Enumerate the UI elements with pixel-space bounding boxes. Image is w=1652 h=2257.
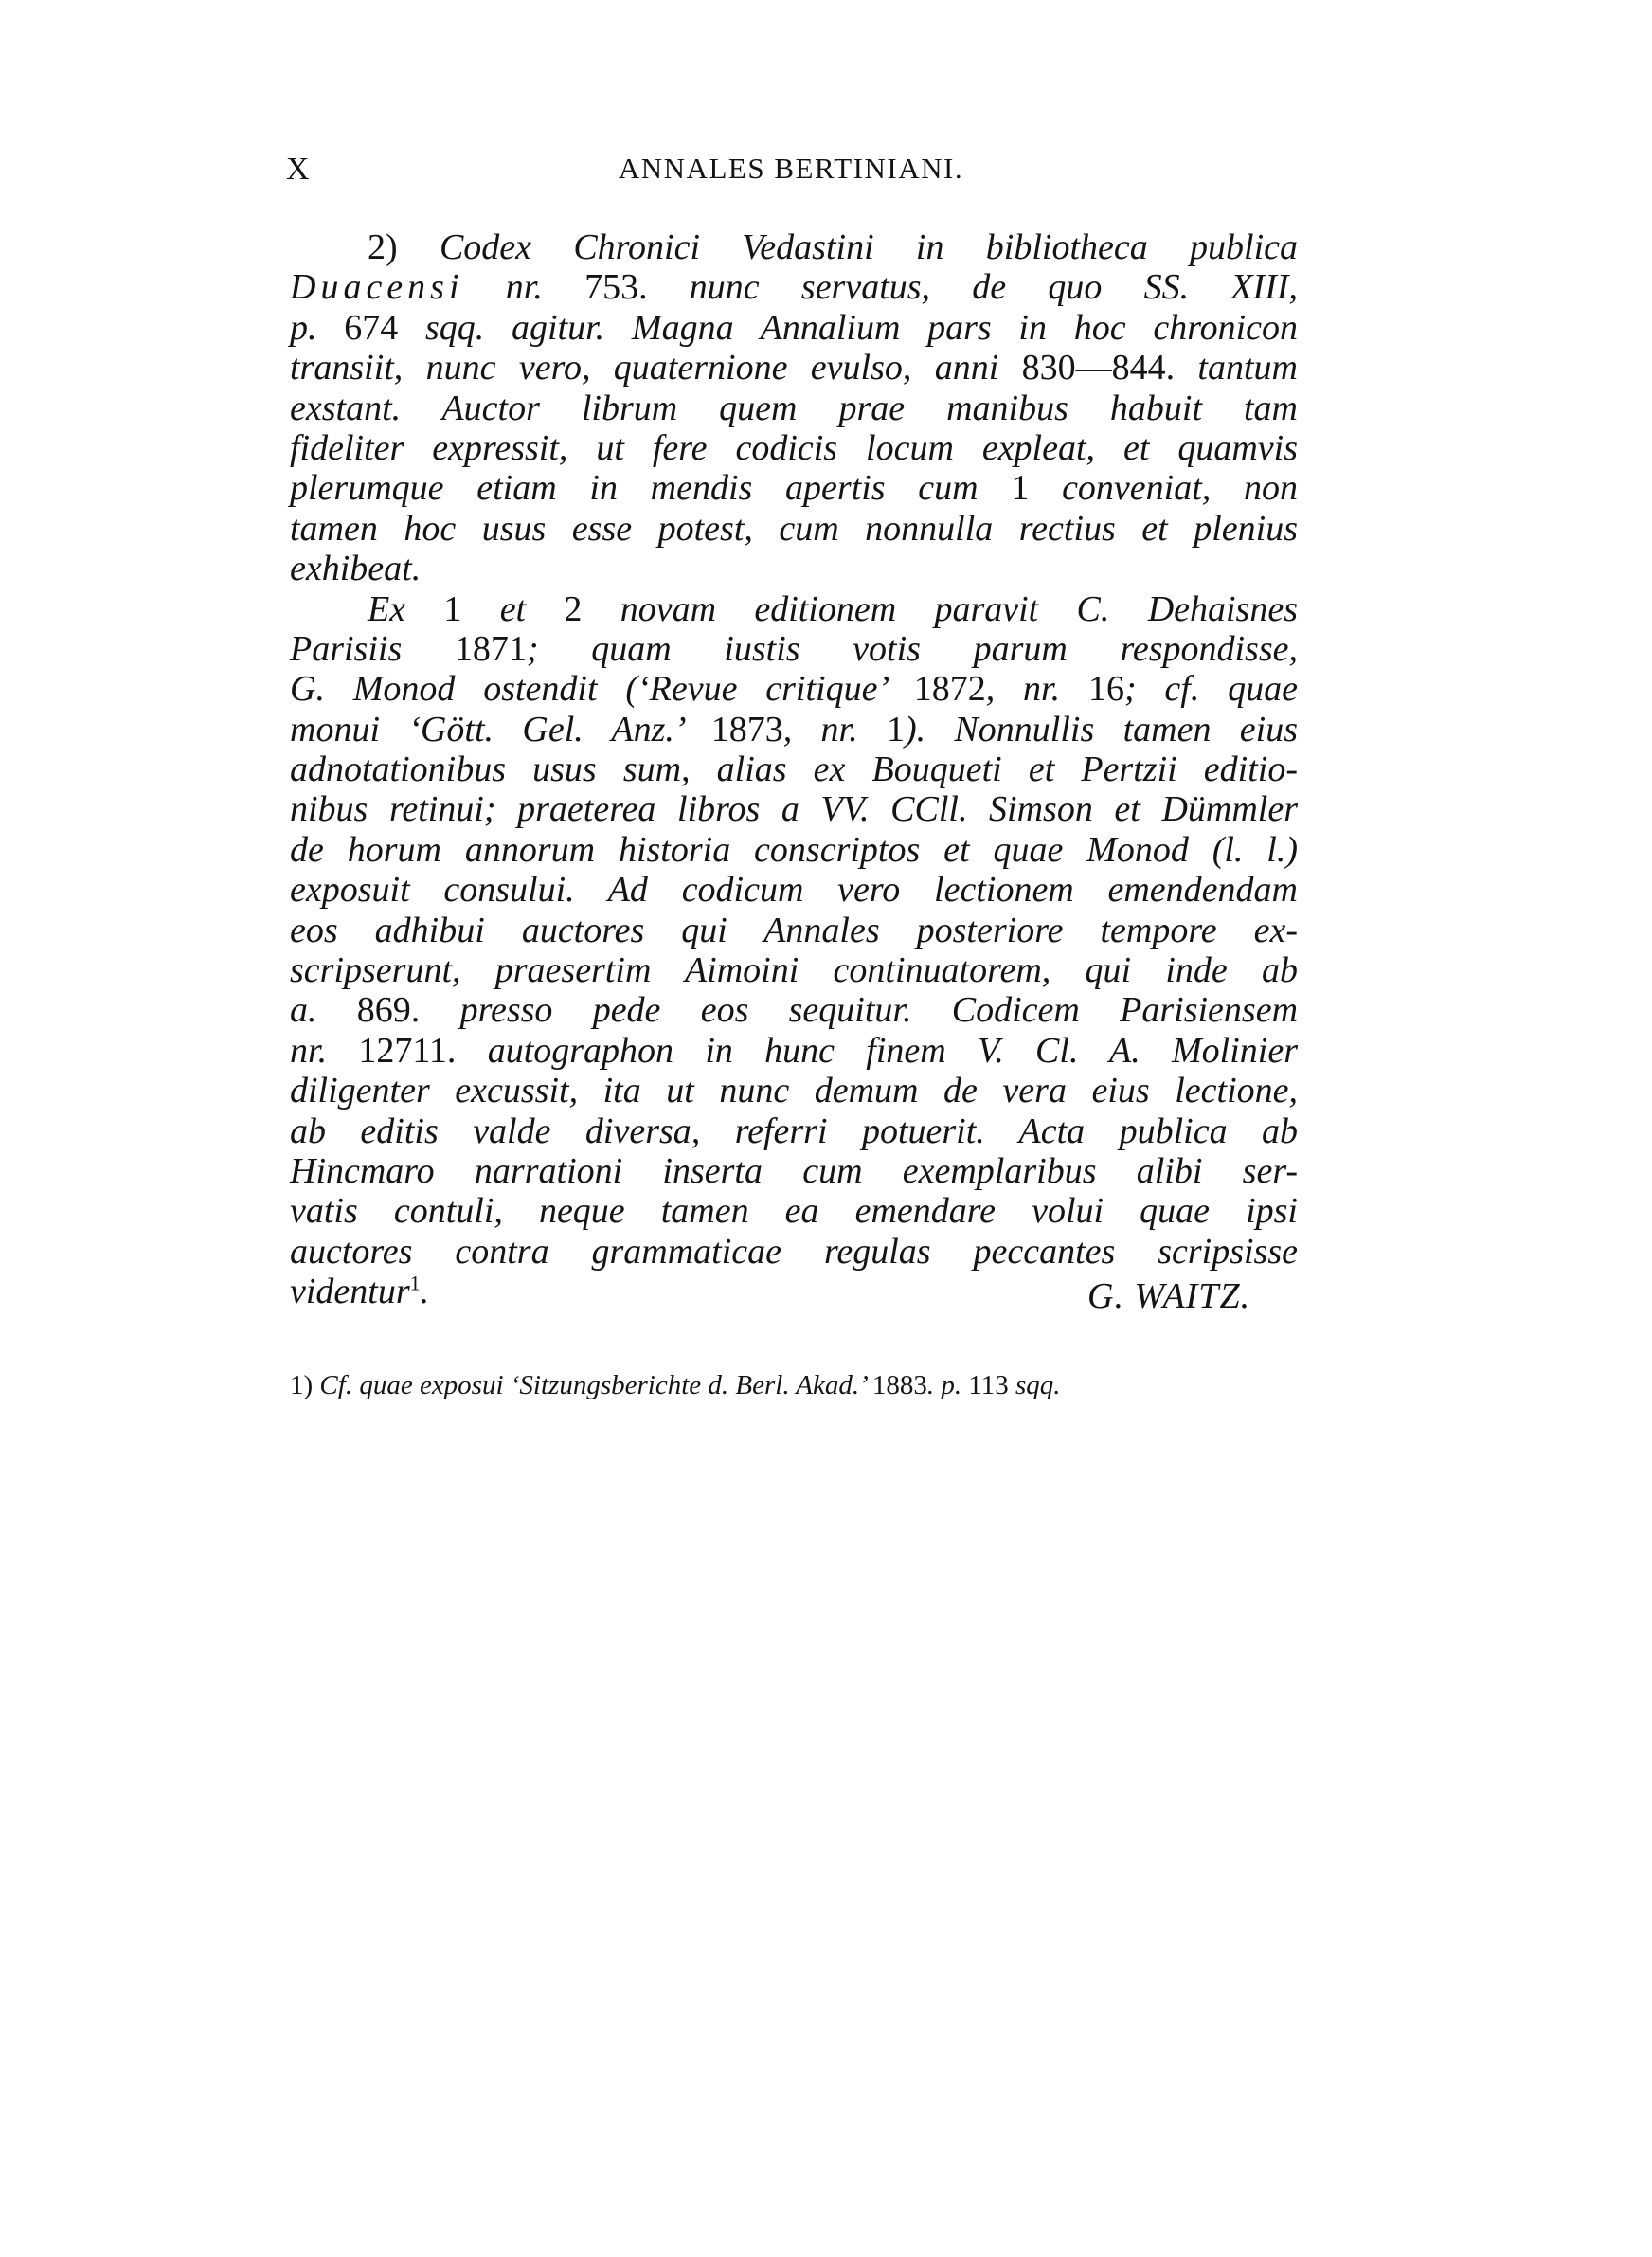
line-text: Codex Chronici Vedastini in bibliotheca publica: [439, 227, 1298, 267]
text-line: [290, 990, 1298, 1030]
line-text: , nr.: [985, 669, 1088, 710]
line-number-text: 830—844.: [1021, 348, 1176, 388]
line-text: presso pede eos sequitur. Codicem Parisiensem: [420, 990, 1299, 1031]
line-text: tantum: [1175, 348, 1298, 388]
line-number-text: 1: [1011, 468, 1030, 509]
footnote-year: 1883: [871, 1370, 927, 1400]
text-line: exhibeat.: [290, 549, 422, 589]
footnote-text: Cf. quae exposui ‘Sitzungsberichte d. Berl. Akad.’: [319, 1370, 872, 1400]
text-line: nibus retinui; praeterea libros a VV. CCll. Simson et Dümmler: [290, 789, 1298, 830]
line-text: nunc servatus, de quo SS. XIII,: [647, 267, 1299, 308]
text-line: [290, 669, 1298, 709]
line-number-text: 16: [1087, 669, 1124, 710]
footnote-text: sqq.: [1008, 1370, 1061, 1400]
line-text: Ex: [368, 588, 444, 629]
text-line: [290, 227, 1298, 267]
line-text: ). Nonnullis tamen eius: [904, 709, 1298, 749]
line-number-text: 1: [886, 709, 905, 749]
body-text: [290, 227, 1298, 1312]
text-line: eos adhibui auctores qui Annales posteriore tempore ex-: [290, 910, 1298, 950]
author-signature: G. WAITZ.: [1087, 1276, 1251, 1316]
line-number-text: 2: [564, 588, 583, 629]
line-text: monui ‘Gött. Gel. Anz.’: [290, 709, 711, 749]
line-text: G. Monod ostendit (‘Revue critique’: [290, 669, 914, 710]
text-line: vatis contuli, neque tamen ea emendare volui quae ipsi: [290, 1191, 1298, 1232]
text-line: tamen hoc usus esse potest, cum nonnulla rectius et plenius: [290, 508, 1298, 549]
line-number-text: 12711.: [358, 1030, 457, 1071]
line-number-text: 1872: [913, 669, 986, 710]
footnote-text: . p.: [926, 1370, 969, 1400]
footnote: [290, 1370, 1341, 1401]
line-text: , nr.: [782, 709, 887, 749]
text-line: [290, 468, 1298, 508]
line-text: nr.: [463, 267, 585, 308]
line-text: ; cf. quae: [1123, 669, 1298, 710]
line-text: sqq. agitur. Magna Annalium pars in hoc chronicon: [398, 307, 1298, 348]
text-line: auctores contra grammaticae regulas peccantes scripsisse: [290, 1231, 1298, 1272]
line-text: p.: [290, 307, 345, 348]
text-line: de horum annorum historia conscriptos et quae Monod (l. l.): [290, 829, 1298, 870]
line-number-text: 1: [443, 588, 462, 629]
spaced-word: Duacensi: [290, 267, 464, 308]
text-line: Hincmaro narrationi inserta cum exemplaribus alibi ser-: [290, 1150, 1298, 1191]
line-text: Parisiis: [290, 628, 455, 669]
line-number-text: 1871: [454, 628, 527, 669]
text-line: ab editis valde diversa, referri potuerit. Acta publica ab: [290, 1110, 1298, 1151]
line-text: et: [461, 588, 565, 629]
text-line: [290, 348, 1298, 388]
line-number-text: 753.: [584, 267, 648, 308]
text-line: [290, 308, 1298, 348]
line-text: transiit, nunc vero, quaternione evulso, anni: [290, 348, 1022, 388]
text-line: [290, 629, 1298, 669]
item-number: 2): [368, 227, 440, 267]
text-line: adnotationibus usus sum, alias ex Bouqueti et Pertzii editio-: [290, 749, 1298, 790]
text-line: [290, 710, 1298, 749]
running-title: ANNALES BERTINIANI.: [618, 152, 964, 185]
text-line: exstant. Auctor librum quem prae manibus habuit tam: [290, 388, 1298, 428]
text-line: [290, 267, 1298, 307]
footnote-page: 113: [968, 1370, 1009, 1400]
line-text: nr.: [290, 1030, 359, 1071]
text-line: exposuit consului. Ad codicum vero lectionem emendendam: [290, 870, 1298, 911]
line-text: .: [420, 1272, 430, 1312]
line-text: videntur: [290, 1272, 410, 1312]
page-number: X: [286, 152, 311, 187]
footnote-marker: 1): [290, 1370, 320, 1400]
text-line: diligenter excussit, ita ut nunc demum de vera eius lectione,: [290, 1071, 1298, 1111]
line-text: ; quam iustis votis parum respondisse,: [526, 628, 1299, 669]
line-number-text: 869.: [356, 990, 421, 1031]
line-text: a.: [290, 990, 357, 1031]
text-line: [290, 589, 1298, 629]
line-number-text: 674: [344, 307, 399, 348]
line-text: plerumque etiam in mendis apertis cum: [290, 468, 1012, 509]
page-header: [284, 152, 1298, 195]
line-text: novam editionem paravit C. Dehaisnes: [582, 588, 1298, 629]
line-number-text: 1873: [710, 709, 783, 749]
footnote-reference: 1: [409, 1271, 421, 1295]
line-text: autographon in hunc finem V. Cl. A. Molinier: [456, 1030, 1298, 1071]
text-line: scripserunt, praesertim Aimoini continuatorem, qui inde ab: [290, 950, 1298, 991]
text-line: fideliter expressit, ut fere codicis locum expleat, et quamvis: [290, 427, 1298, 468]
line-text: conveniat, non: [1029, 468, 1298, 509]
text-line: [290, 1031, 1298, 1071]
